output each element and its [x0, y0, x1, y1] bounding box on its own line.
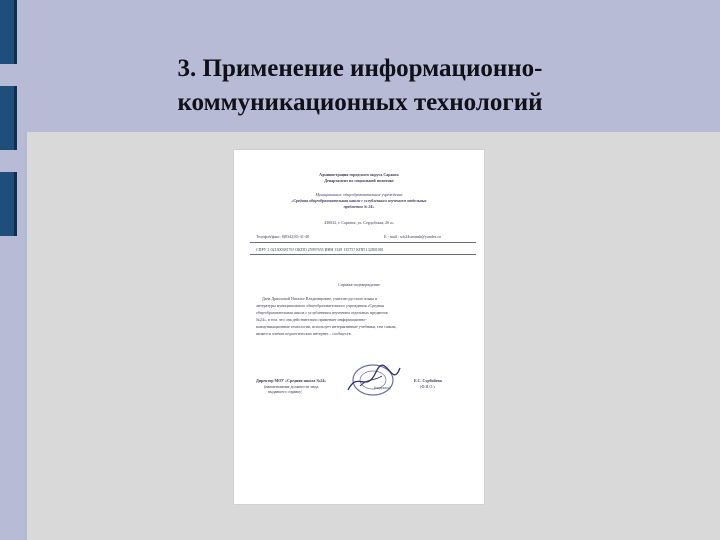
- accent-bar: [0, 172, 17, 236]
- letter-signatory-name-note: (Ф.И.О.): [420, 384, 435, 389]
- letter-org: Департамент по социальной политике: [324, 178, 394, 183]
- letter-school: предметов № 24»: [343, 204, 375, 209]
- slide-title: [60, 52, 660, 120]
- letter-school: Муниципальное общеобразовательное учреждение: [315, 192, 403, 197]
- letter-body-line: №24», в том, что она действительно применяет информационно-: [256, 317, 367, 322]
- letter-email: E - mail : sch24saransk@yandex.ru: [384, 234, 441, 239]
- letter-heading: Справка-подтверждение: [338, 282, 380, 287]
- letter-signature-note: (подпись): [374, 385, 391, 390]
- letter-body-line: Дана Дряхловой Наталье Владимировне, учителю русского языка и: [262, 296, 378, 301]
- signature-stamp: [342, 360, 404, 400]
- accent-bar: [0, 86, 17, 150]
- letter-body-line: коммуникационные технологии, использует интерактивные учебники, тем самым,: [256, 324, 397, 329]
- letter-signatory: Директор МОУ «Средняя школа №24»: [256, 378, 327, 383]
- letter-phone: Телефон/факс: 8(8342)35-31-40: [256, 234, 310, 239]
- letter-signatory-note: выдавшего справку): [268, 389, 303, 394]
- letter-body-line: является членом педагогических интернет – сообществ.: [256, 331, 352, 336]
- letter-org: Администрация городского округа Саранск: [319, 172, 399, 177]
- letter-codes: СПРУ 1 02130038176? ОКПО 25997655 ИНН 1328 135757 КПП 132801001: [256, 247, 384, 252]
- letter-divider: [250, 254, 476, 255]
- letter-signatory-note: (наименование должности лица,: [264, 384, 320, 389]
- letter-school: «Средняя общеобразовательная школа с углубленным изучением отдельных: [291, 198, 427, 203]
- slide-left-strip: [0, 0, 24, 540]
- slide-title-line: коммуникационных технологий: [177, 89, 543, 116]
- letter-body-line: общеобразовательная школа с углубленным изучением отдельных предметов: [256, 310, 388, 315]
- letter-body-line: литературы муниципального общеобразовательного учреждения «Средняя: [256, 303, 384, 308]
- letter-address: 430032, г. Саранск, ул. Сердобская, 26 а»: [324, 220, 394, 225]
- letter-signatory-name: Е.С. Сурбойева: [414, 378, 442, 383]
- letter-divider: [250, 242, 476, 243]
- scanned-letter: [234, 150, 484, 504]
- slide-title-line: 3. Применение информационно-: [177, 55, 543, 82]
- accent-bar: [0, 0, 17, 64]
